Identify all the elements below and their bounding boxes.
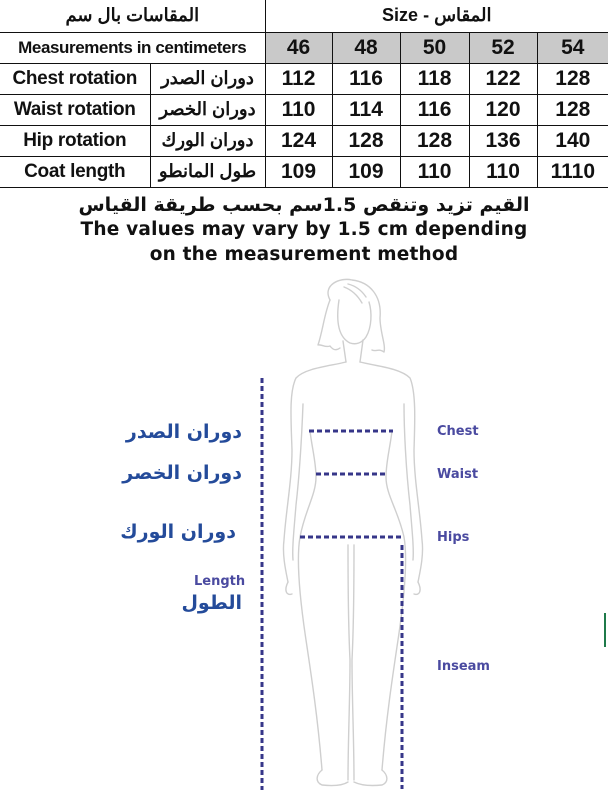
cell-value: 128 xyxy=(332,125,400,156)
row-label-ar: دوران الورك xyxy=(150,125,265,156)
row-label-ar: دوران الخصر xyxy=(150,94,265,125)
cell-value: 124 xyxy=(265,125,332,156)
label-hips-en: Hips xyxy=(437,530,470,545)
size-48: 48 xyxy=(332,32,400,63)
size-52: 52 xyxy=(469,32,537,63)
cell-value: 114 xyxy=(332,94,400,125)
cell-value: 110 xyxy=(265,94,332,125)
note-arabic: القيم تزيد وتنقص 1.5سم بحسب طريقة القياس xyxy=(78,194,530,216)
cell-value: 118 xyxy=(400,63,469,94)
size-46: 46 xyxy=(265,32,332,63)
size-50: 50 xyxy=(400,32,469,63)
cell-value: 128 xyxy=(537,94,608,125)
cell-value: 1110 xyxy=(537,156,608,187)
size-chart-table xyxy=(0,0,608,188)
label-waist-en: Waist xyxy=(437,467,479,482)
label-waist-ar: دوران الخصر xyxy=(122,462,242,484)
cell-value: 140 xyxy=(537,125,608,156)
row-label-en: Hip rotation xyxy=(0,125,150,156)
cell-value: 120 xyxy=(469,94,537,125)
table-size-row xyxy=(0,32,608,63)
body-measurement-figure xyxy=(0,270,608,801)
cell-value: 110 xyxy=(400,156,469,187)
cell-value: 122 xyxy=(469,63,537,94)
cell-value: 112 xyxy=(265,63,332,94)
measurement-lines xyxy=(262,378,404,790)
table-row xyxy=(0,94,608,125)
note-english-line1: The values may vary by 1.5 cm depending xyxy=(80,219,528,240)
cell-value: 109 xyxy=(332,156,400,187)
header-measurements-en: Measurements in centimeters xyxy=(0,32,265,63)
table-row xyxy=(0,125,608,156)
label-chest-en: Chest xyxy=(437,424,479,439)
label-hips-ar: دوران الورك xyxy=(120,521,236,543)
size-54: 54 xyxy=(537,32,608,63)
label-chest-ar: دوران الصدر xyxy=(125,421,242,443)
label-length-ar: الطول xyxy=(181,592,242,614)
cell-value: 128 xyxy=(400,125,469,156)
cell-value: 128 xyxy=(537,63,608,94)
label-length-en: Length xyxy=(194,574,246,589)
label-inseam-en: Inseam xyxy=(437,659,490,674)
cell-value: 116 xyxy=(332,63,400,94)
header-measurements-ar: المقاسات بال سم xyxy=(0,0,265,32)
cell-value: 136 xyxy=(469,125,537,156)
table-row xyxy=(0,156,608,187)
cell-value: 116 xyxy=(400,94,469,125)
cell-value: 109 xyxy=(265,156,332,187)
header-size: Size - المقاس xyxy=(265,0,608,32)
table-title-row xyxy=(0,0,608,32)
row-label-ar: دوران الصدر xyxy=(150,63,265,94)
row-label-en: Chest rotation xyxy=(0,63,150,94)
row-label-ar: طول المانطو xyxy=(150,156,265,187)
edge-marker xyxy=(604,613,606,647)
cell-value: 110 xyxy=(469,156,537,187)
table-row xyxy=(0,63,608,94)
row-label-en: Waist rotation xyxy=(0,94,150,125)
note-english-line2: on the measurement method xyxy=(149,244,459,265)
row-label-en: Coat length xyxy=(0,156,150,187)
